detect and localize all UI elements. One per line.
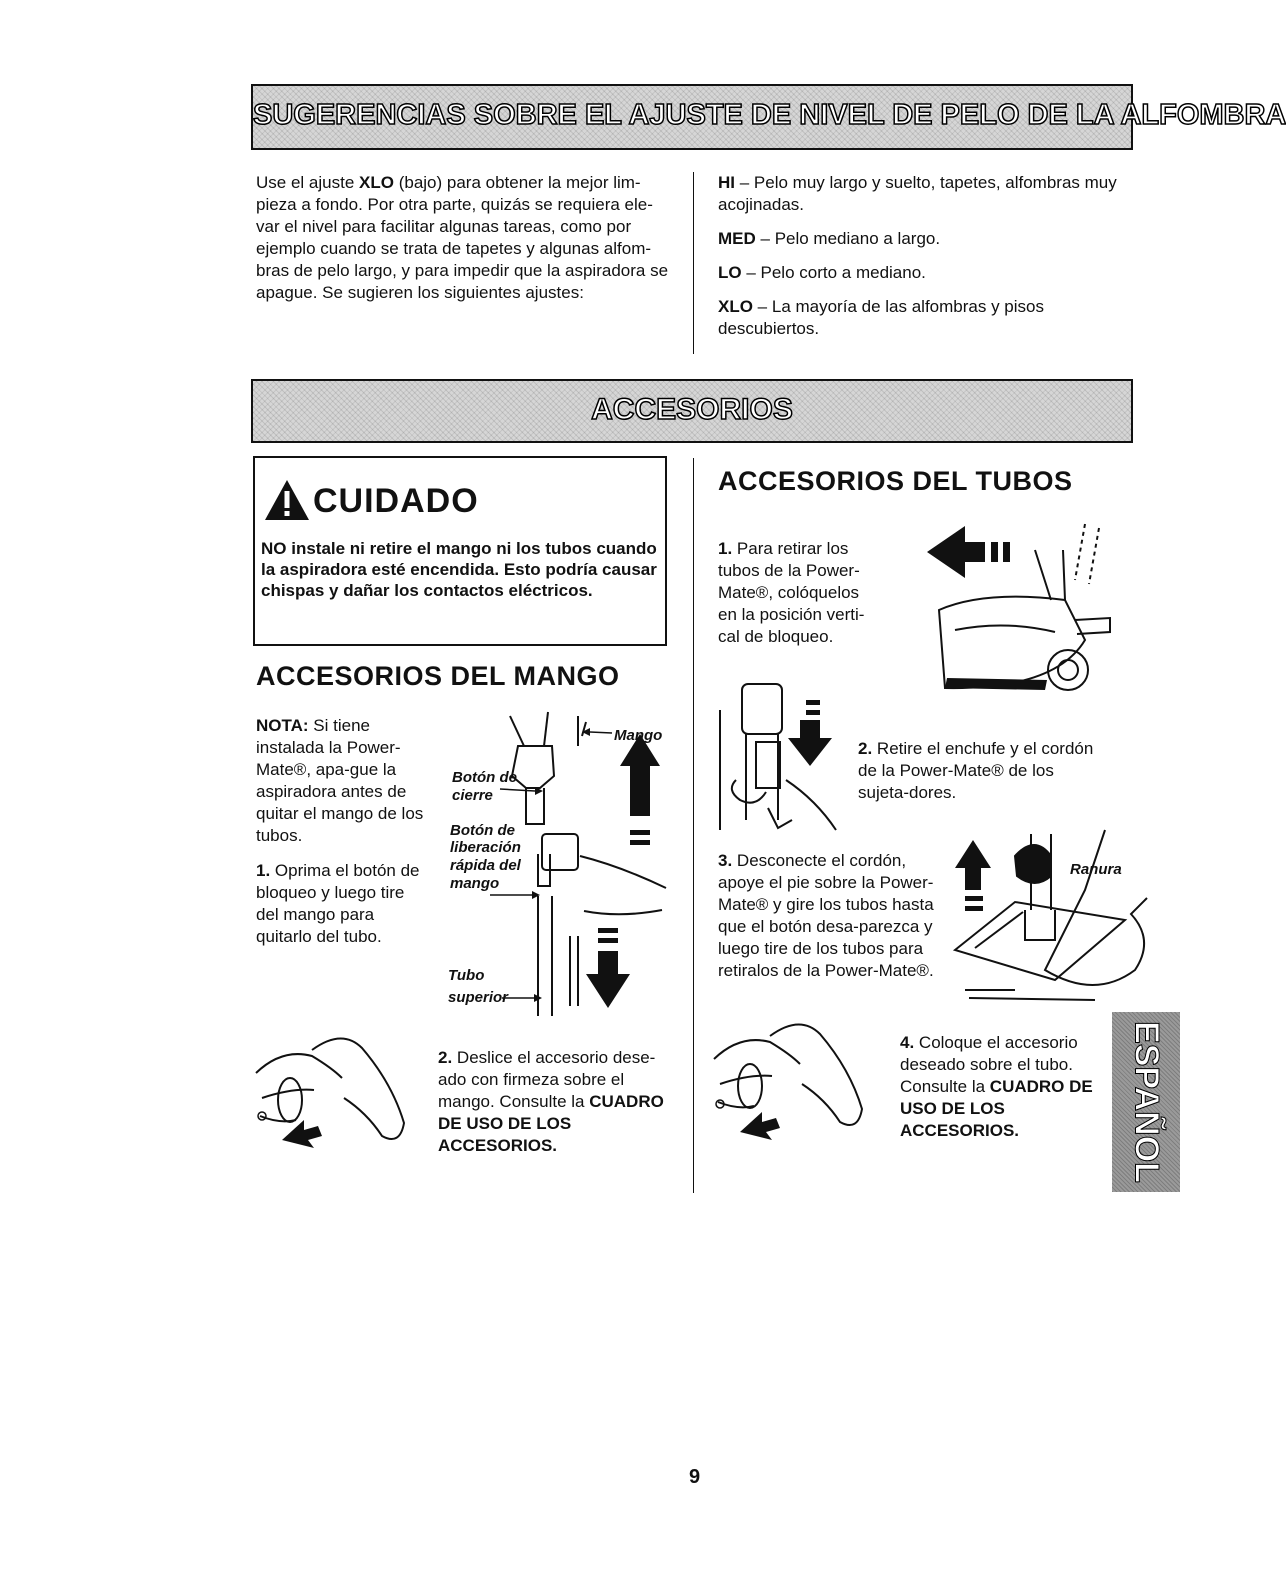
label-boton-cierre-1: Botón de (452, 769, 517, 786)
setting-hi-key: HI (718, 173, 735, 192)
caution-title: CUIDADO (313, 482, 479, 520)
handle-step-2-bold: CUADRO DE USO DE LOS ACCESORIOS. (438, 1092, 664, 1155)
setting-xlo-text: La mayoría de las alfombras y pisos descubiertos. (718, 297, 1044, 338)
label-ranura: Ranura (1070, 861, 1122, 878)
carpet-height-banner (251, 84, 1286, 150)
handle-step-1-text: Oprima el botón de bloqueo y luego tire del mango para quitarlo del tubo. (256, 861, 420, 946)
left-arrow-icon (740, 1112, 780, 1140)
setting-med-key: MED (718, 229, 756, 248)
tube-step-1-num: 1. (718, 539, 733, 558)
down-arrow-icon (788, 720, 832, 766)
caution-text: NO instale ni retire el mango ni los tubos cuando la aspiradora esté encendida. Esto podría causar chispas y dañar los contactos eléctricos. (261, 539, 657, 600)
setting-med-sep: – (755, 229, 775, 248)
tube-step-2 (858, 738, 1108, 804)
up-arrow-icon (955, 840, 991, 890)
left-arrow-icon (927, 526, 985, 578)
settings-list (718, 172, 1118, 340)
setting-lo-text: Pelo corto a mediano. (760, 263, 926, 282)
intro-lead: Use el ajuste (256, 173, 355, 192)
label-boton-cierre-2: cierre (452, 787, 493, 804)
label-tubo-2: superior (448, 989, 509, 1006)
tube-step-2-text: Retire el enchufe y el cordón de la Power-Mate® de los sujeta-dores. (858, 739, 1094, 802)
setting-med-text: Pelo mediano a largo. (774, 229, 941, 248)
label-boton-liberacion-3: rápida del (450, 857, 521, 874)
column-divider-top (693, 172, 694, 354)
setting-lo-key: LO (718, 263, 742, 282)
setting-hi-sep: – (735, 173, 754, 192)
handle-step-1-num: 1. (256, 861, 271, 880)
tube-step-3 (718, 850, 936, 982)
setting-xlo-key: XLO (718, 297, 753, 316)
setting-lo-sep: – (741, 263, 761, 282)
tube-step-3-num: 3. (718, 851, 733, 870)
handle-step-2-text: Deslice el accesorio dese-ado con firmeza sobre el mango. Consulte la (438, 1048, 656, 1111)
setting-hi (718, 172, 1118, 216)
language-side-tab-label: ESPAÑOL (1127, 1021, 1166, 1183)
hand-attachment-illustration-right (710, 1014, 880, 1144)
handle-step-2 (438, 1047, 678, 1157)
handle-step-2-num: 2. (438, 1048, 453, 1067)
label-boton-liberacion-2: liberación (450, 839, 521, 856)
carpet-height-banner-title: SUGERENCIAS SOBRE EL AJUSTE DE NIVEL DE PELO DE LA ALFOMBRA (253, 99, 1286, 131)
label-boton-liberacion-1: Botón de (450, 822, 515, 839)
left-arrow-icon (282, 1120, 322, 1148)
accessories-banner-title: ACCESORIOS (591, 393, 793, 426)
setting-xlo (718, 296, 1118, 340)
column-divider-main (693, 458, 694, 1193)
handle-step-1 (256, 860, 421, 948)
cord-removal-illustration (716, 680, 856, 835)
note-text: Si tiene instalada la Power-Mate®, apa-gue la aspiradora antes de quitar el mango de los tubos. (256, 716, 424, 845)
accessories-banner (251, 379, 1133, 443)
tube-step-3-text: Desconecte el cordón, apoye el pie sobre la Power-Mate® y gire los tubos hasta que el botón desa-parezca y luego tire de los tubos para retiralos de la Power-Mate®. (718, 851, 934, 980)
label-boton-liberacion-4: mango (450, 875, 500, 892)
hand-attachment-illustration-left (252, 1028, 422, 1158)
label-tubo-1: Tubo (448, 967, 485, 984)
page-number: 9 (689, 1466, 701, 1488)
tube-step-2-num: 2. (858, 739, 873, 758)
label-mango: Mango (614, 727, 663, 744)
caution-box (253, 456, 667, 646)
tube-step-4-bold: CUADRO DE USO DE LOS ACCESORIOS. (900, 1077, 1093, 1140)
handle-heading: ACCESORIOS DEL MANGO (256, 661, 620, 691)
foot-twist-illustration (955, 830, 1155, 1010)
down-arrow-icon (586, 951, 630, 1008)
setting-med (718, 228, 1118, 250)
powermate-illustration (925, 520, 1115, 695)
handle-note (256, 715, 426, 847)
tube-step-4-num: 4. (900, 1033, 915, 1052)
tube-heading: ACCESORIOS DEL TUBOS (718, 466, 1073, 496)
tube-step-4 (900, 1032, 1105, 1142)
setting-xlo-sep: – (752, 297, 772, 316)
tube-step-4-text: Coloque el accesorio deseado sobre el tubo. Consulte la (900, 1033, 1078, 1096)
up-arrow-icon (620, 734, 660, 816)
setting-hi-text: Pelo muy largo y suelto, tapetes, alfombras muy acojinadas. (718, 173, 1117, 214)
tube-step-1-text: Para retirar los tubos de la Power-Mate®, colóquelos en la posición verti-cal de bloqueo. (718, 539, 865, 646)
intro-xlo: XLO (359, 173, 394, 192)
language-side-tab (1112, 1012, 1180, 1192)
warning-icon (263, 478, 311, 522)
setting-lo (718, 262, 1118, 284)
tube-step-1 (718, 538, 878, 648)
intro-rest: (bajo) para obtener la mejor lim-pieza a fondo. Por otra parte, quizás se requiera ele-var el nivel para facilitar algunas tareas, como por ejemplo cuando se trata de tapetes y algunas alfom-bras de pelo largo, y para impedir que la aspiradora se apague. Se sugieren los siguientes ajustes: (256, 173, 669, 302)
note-label: NOTA: (256, 716, 309, 735)
intro-paragraph (256, 172, 674, 304)
